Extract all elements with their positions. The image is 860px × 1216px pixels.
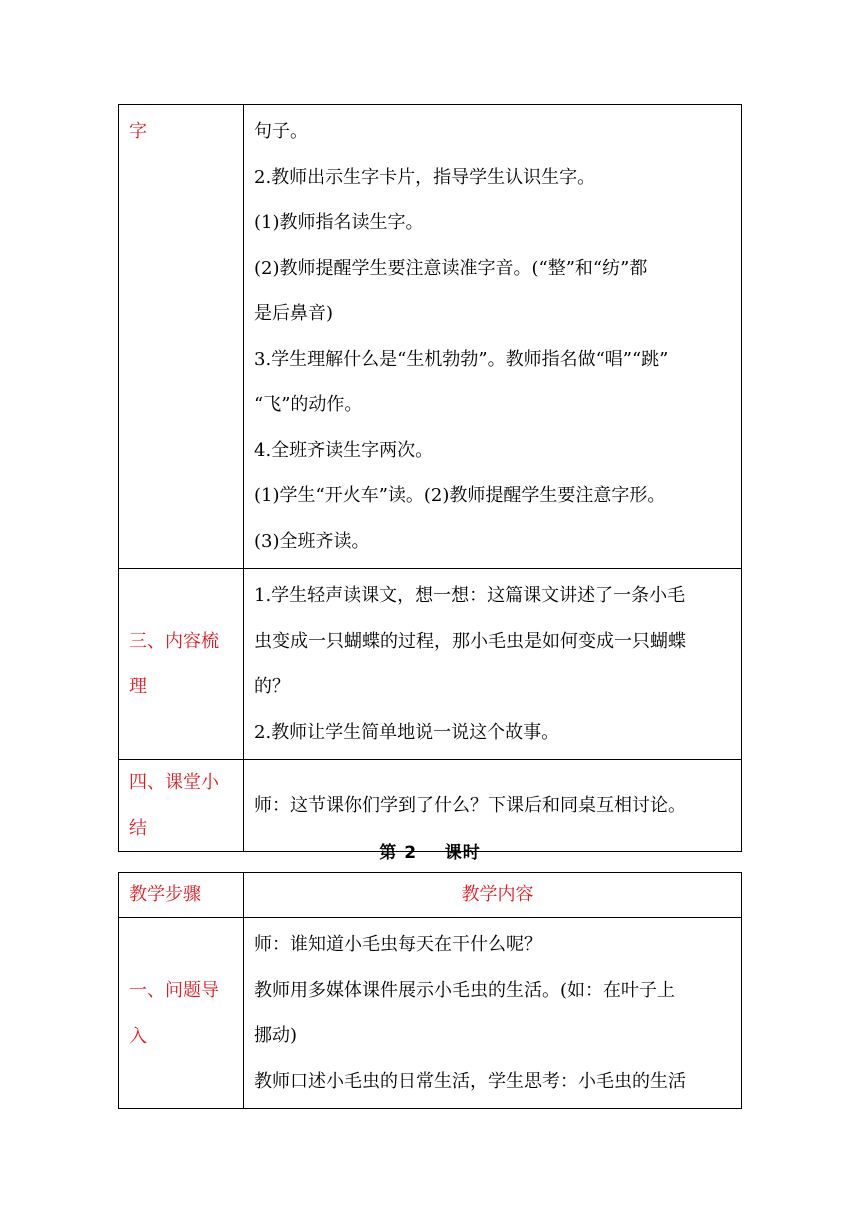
content-line: (2)教师提醒学生要注意读准字音。(“整”和“纺”都: [254, 257, 648, 279]
step-label: 三、内容梳理: [129, 630, 219, 697]
content-line: 挪动): [254, 1025, 298, 1046]
content-line: (1)学生“开火车”读。(2)教师提醒学生要注意字形。: [254, 485, 666, 506]
content-line: 4.全班齐读生字两次。: [254, 439, 434, 461]
table-header-row: [119, 873, 742, 918]
table-row: [119, 569, 742, 760]
step-label: 一、问题导入: [129, 980, 219, 1047]
content-line: 句子。: [254, 121, 308, 142]
content-cell: [244, 918, 742, 1109]
content-cell: [244, 105, 742, 569]
step-cell: [119, 105, 244, 569]
content-cell: [244, 569, 742, 760]
table-row: [119, 105, 742, 569]
content-line: 是后鼻音): [254, 303, 334, 324]
lesson-heading-prefix: 第 2: [379, 843, 418, 863]
table-row: [119, 918, 742, 1109]
content-line: 1.学生轻声读课文，想一想：这篇课文讲述了一条小毛: [254, 585, 686, 606]
header-step-label: 教学步骤: [129, 884, 201, 905]
content-line: 教师口述小毛虫的日常生活，学生思考：小毛虫的生活: [254, 1070, 686, 1092]
step-label: 字: [129, 121, 147, 142]
step-label: 四、课堂小结: [129, 772, 219, 839]
lesson-table-1: [118, 104, 742, 852]
lesson-heading: [0, 838, 860, 863]
lesson-table-2: [118, 872, 742, 1109]
content-line: (3)全班齐读。: [254, 530, 370, 552]
content-line: 教师用多媒体课件展示小毛虫的生活。(如：在叶子上: [254, 979, 676, 1001]
content-line: “飞”的动作。: [254, 394, 363, 415]
content-line: (1)教师指名读生字。: [254, 212, 424, 233]
header-content-label: 教学内容: [461, 884, 534, 905]
content-line: 2.教师出示生字卡片，指导学生认识生字。: [254, 166, 596, 188]
content-line: 师：这节课你们学到了什么？下课后和同桌互相讨论。: [254, 794, 686, 816]
step-cell: [119, 918, 244, 1109]
header-content-cell: [244, 873, 742, 918]
content-line: 的？: [254, 676, 290, 697]
content-line: 虫变成一只蝴蝶的过程，那小毛虫是如何变成一只蝴蝶: [254, 630, 686, 652]
step-cell: [119, 569, 244, 760]
content-line: 3.学生理解什么是“生机勃勃”。教师指名做“唱”“跳”: [254, 348, 669, 370]
content-line: 师：谁知道小毛虫每天在干什么呢？: [254, 934, 542, 955]
lesson-heading-suffix: 课时: [444, 843, 481, 863]
content-line: 2.教师让学生简单地说一说这个故事。: [254, 721, 560, 743]
header-step-cell: [119, 873, 244, 918]
